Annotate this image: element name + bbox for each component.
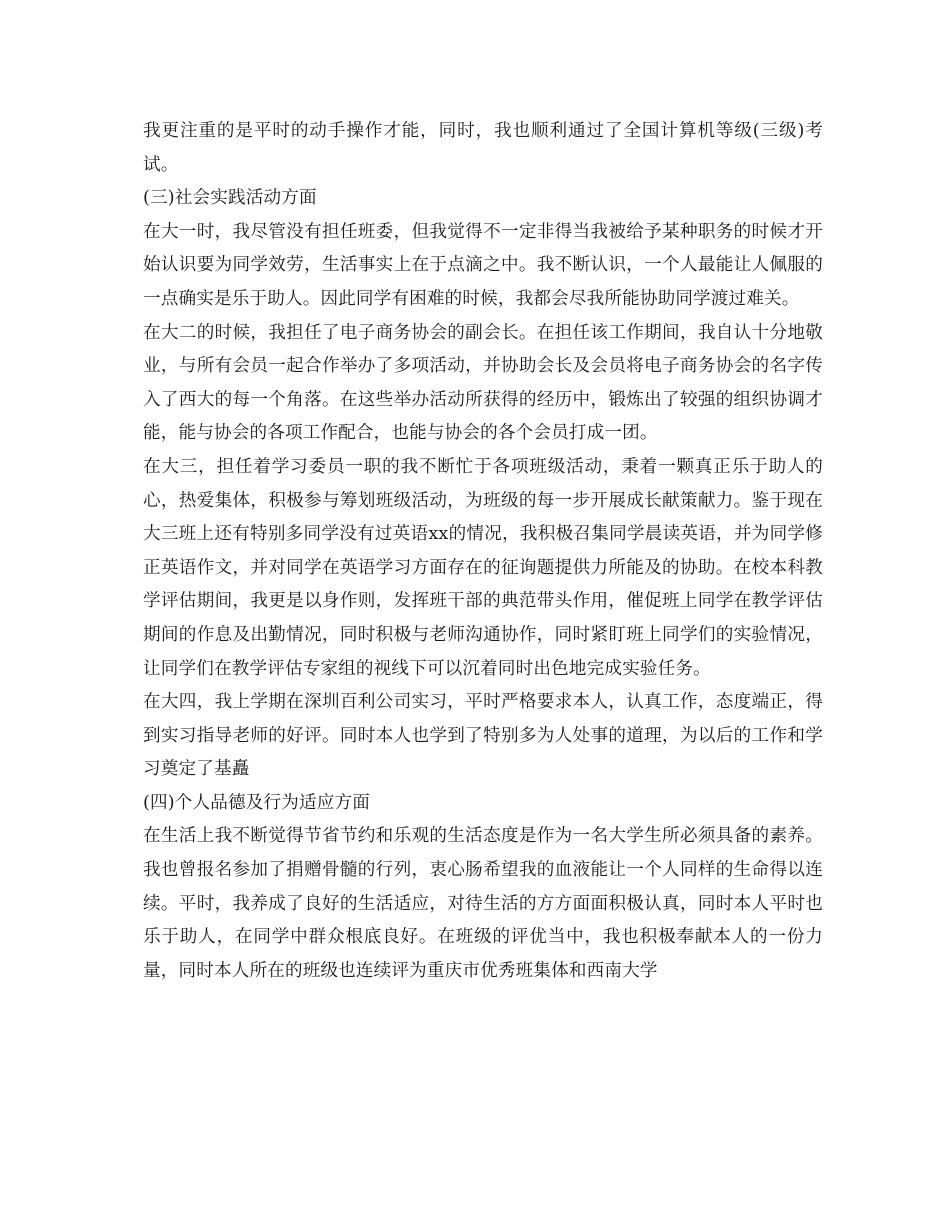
paragraph-junior-year: 在大三，担任着学习委员一职的我不断忙于各项班级活动，秉着一颗真正乐于助人的心，热爱集体，积极参与筹划班级活动，为班级的每一步开展成长献策献力。鉴于现在大三班上还有特别多同学没有过英语xx的情况，我积极召集同学晨读英语，并为同学修正英语作文，并对同学在英语学习方面存在的征询题提供力所能及的协助。在校本科教学评估期间，我更是以身作则，发挥班干部的典范带头作用，催促班上同学在教学评估期间的作息及出勤情况，同时积极与老师沟通协作，同时紧盯班上同学们的实验情况，让同学们在教学评估专家组的视线下可以沉着同时出色地完成实验任务。 [143, 456, 823, 679]
paragraph-personal-conduct: 在生活上我不断觉得节省节约和乐观的生活态度是作为一名大学生所必须具备的素养。我也曾报名参加了捐赠骨髓的行列，衷心肠希望我的血液能让一个人同样的生命得以连续。平时，我养成了良好的生活适应，对待生活的方方面面积极认真，同时本人平时也乐于助人，在同学中群众根底良好。在班级的评优当中，我也积极奉献本人的一份力量，同时本人所在的班级也连续评为重庆市优秀班集体和西南大学 [143, 826, 823, 981]
paragraph-senior-year: 在大四，我上学期在深圳百利公司实习，平时严格要求本人，认真工作，态度端正，得到实习指导老师的好评。同时本人也学到了特别多为人处事的道理，为以后的工作和学习奠定了基矗 [143, 692, 823, 780]
section-heading-social-practice: (三)社会实践活动方面 [143, 188, 317, 209]
paragraph-sophomore-year: 在大二的时候，我担任了电子商务协会的副会长。在担任该工作期间，我自认十分地敬业，与所有会员一起合作举办了多项活动，并协助会长及会员将电子商务协会的名字传入了西大的每一个角落。在这些举办活动所获得的经历中，锻炼出了较强的组织协调才能，能与协会的各项工作配合，也能与协会的各个会员打成一团。 [143, 322, 823, 444]
section-heading-personal-conduct: (四)个人品德及行为适应方面 [143, 792, 370, 813]
paragraph-freshman-year: 在大一时，我尽管没有担任班委，但我觉得不一定非得当我被给予某种职务的时候才开始认识要为同学效劳，生活事实上在于点滴之中。我不断认识，一个人最能让人佩服的一点确实是乐于助人。因此同学有困难的时候，我都会尽我所能协助同学渡过难关。 [143, 221, 823, 309]
document-body [143, 115, 823, 988]
paragraph-computer-exam: 我更注重的是平时的动手操作才能，同时，我也顺利通过了全国计算机等级(三级)考试。 [143, 121, 823, 175]
